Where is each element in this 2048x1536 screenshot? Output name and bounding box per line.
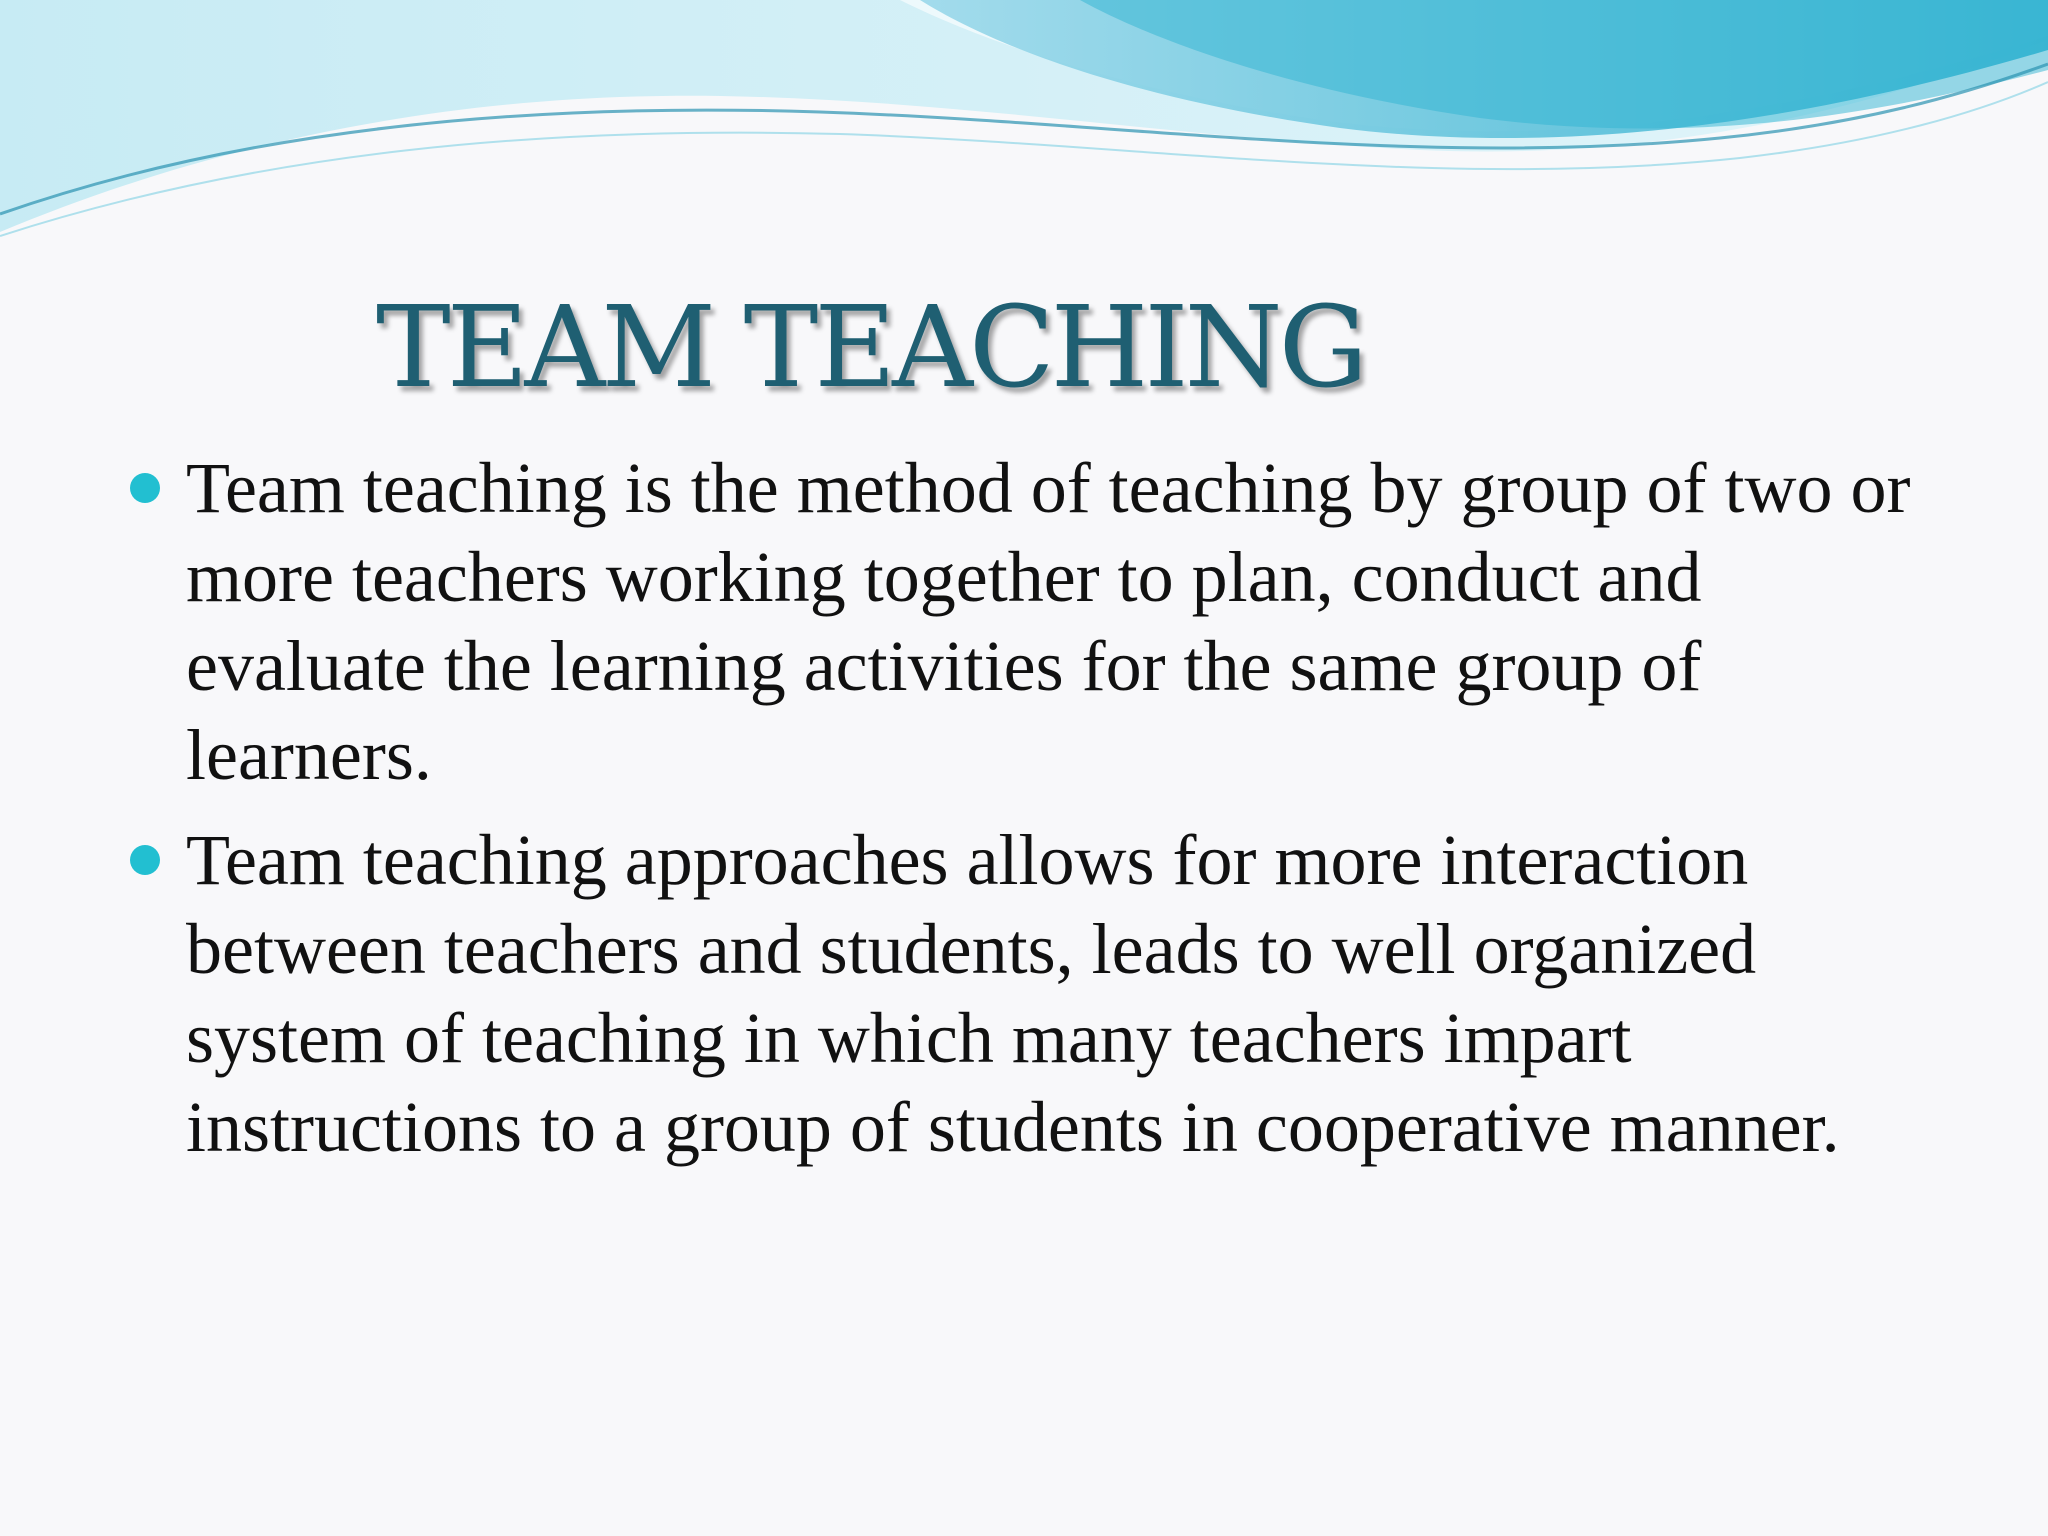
bullet-item xyxy=(126,816,1946,1172)
bullet-list xyxy=(126,444,1946,1172)
slide-title: TEAM TEACHING xyxy=(376,283,1365,413)
bullet-dot-icon xyxy=(130,473,160,503)
bullet-dot-icon xyxy=(130,845,160,875)
wave-header-decoration xyxy=(0,0,2048,260)
bullet-item xyxy=(126,444,1946,800)
bullet-text: Team teaching approaches allows for more interaction between teachers and students, leads to well organized system of teaching in which many teachers impart instructions to a group of students in cooperative manner. xyxy=(186,820,1840,1167)
bullet-text: Team teaching is the method of teaching by group of two or more teachers working together to plan, conduct and evaluate the learning activities for the same group of learners. xyxy=(186,448,1911,795)
